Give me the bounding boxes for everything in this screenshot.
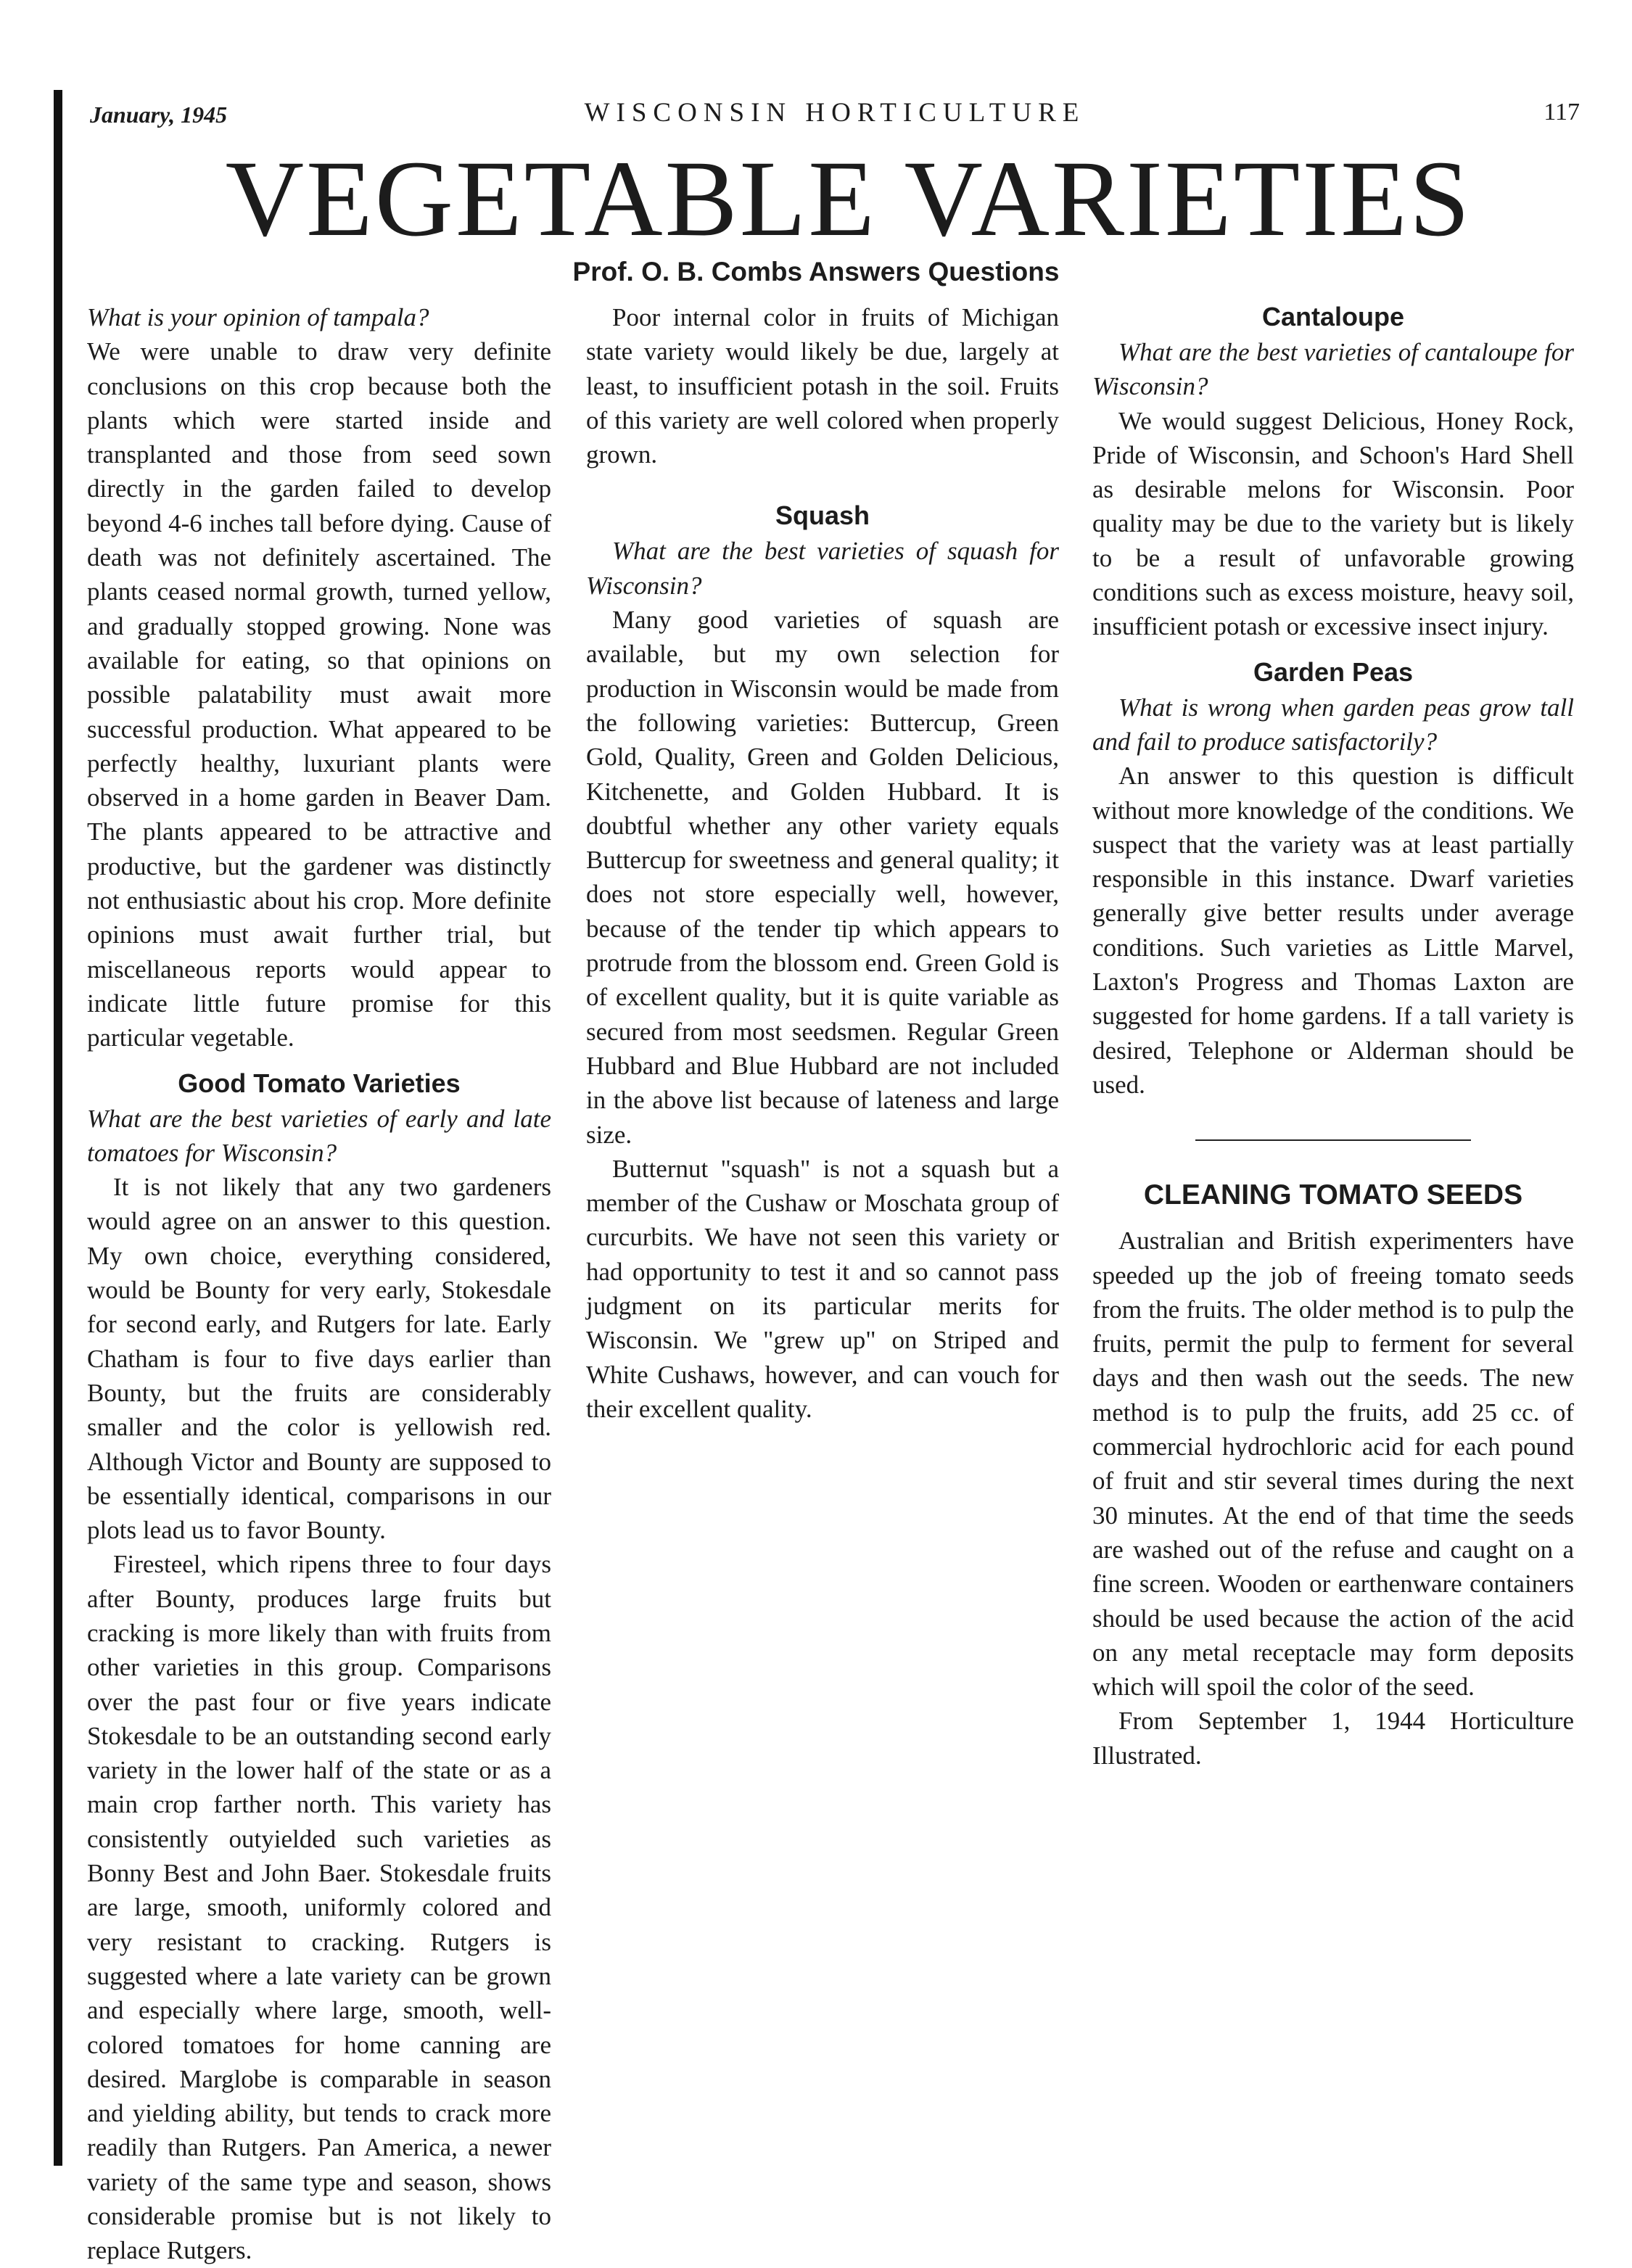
- running-header: [90, 97, 1580, 133]
- tomato-paragraph-2: Firesteel, which ripens three to four days after Bounty, produces large fruits but cracking is more likely than with fruits from other varieties in this group. Comparisons over the past four or five years indicate Stokesdale to be an outstanding second early variety in the lower half of the state or as a main crop farther north. This variety has consistently outyielded such varieties as Bonny Best and John Baer. Stokesdale fruits are large, smooth, uniformly colored and very resistant to cracking. Rutgers is suggested where a late variety can be grown and especially where large, smooth, well-colored tomatoes for home canning are desired. Marglobe is comparable in season and yielding ability, but tends to crack more readily than Rutgers. Pan America, a newer variety of the same type and season, shows considerable promise but is not likely to replace Rutgers.: [87, 1550, 551, 2265]
- cantaloupe-question: What are the best varieties of cantaloupe for Wisconsin?: [1092, 338, 1574, 401]
- seeds-body: Australian and British experimenters have speeded up the job of freeing tomato seeds from the fruits. The older method is to pulp the fruits, permit the pulp to ferment for several days and then wash out the seeds. The new method is to pulp the fruits, add 25 cc. of commercial hydrochloric acid for each pound of fruit and stir several times during the next 30 minutes. At the end of that time the seeds are washed out of the refuse and caught on a fine screen. Wooden or earthenware containers should be used because the action of the acid on any metal receptacle may form deposits which will spoil the color of the seed.: [1092, 1226, 1574, 1702]
- tomato-paragraph-1: It is not likely that any two gardeners would agree on an answer to this question. My own choice, everything considered, would be Bounty for very early, Stokesdale for second early, and Rutgers for late. Early Chatham is four to five days earlier than Bounty, but the fruits are considerably smaller and the color is yellowish red. Although Victor and Bounty are supposed to be essentially identical, comparisons in our plots lead us to favor Bounty.: [87, 1173, 551, 1545]
- squash-paragraph-2: Butternut "squash" is not a squash but a member of the Cushaw or Moschata group of curcurbits. We have not seen this variety or had opportunity to test it and so cannot pass judgment on its particular merits for Wisconsin. We "grew up" on Striped and White Cushaws, however, and can vouch for their excellent quality.: [586, 1154, 1059, 1423]
- tomato-question: What are the best varieties of early and late tomatoes for Wisconsin?: [87, 1104, 551, 1167]
- cantaloupe-answer: We would suggest Delicious, Honey Rock, Pride of Wisconsin, and Schoon's Hard Shell as desirable melons for Wisconsin. Poor quality may be due to the variety but is likely to be a result of unfavorable growing conditions such as excess moisture, heavy soil, insufficient potash or excessive insect injury.: [1092, 406, 1574, 641]
- tampala-answer: We were unable to draw very definite conclusions on this crop because both the plants which were started inside and transplanted and those from seed sown directly in the garden failed to develop beyond 4-6 inches tall before dying. Cause of death was not definitely ascertained. The plants ceased normal growth, turned yellow, and gradually stopped growing. None was available for eating, so that opinions on possible palatability must await more successful production. What appeared to be perfectly healthy, luxuriant plants were observed in a home garden in Beaver Dam. The plants appeared to be attractive and productive, but the gardener was distinctly not enthusiastic about his crop. More definite opinions must await further trial, but miscellaneous reports would appear to indicate little future promise for this particular vegetable.: [87, 337, 551, 1052]
- seeds-heading: CLEANING TOMATO SEEDS: [1143, 1179, 1523, 1211]
- journal-name: WISCONSIN HORTICULTURE: [584, 98, 1086, 128]
- article-title: VEGETABLE VARIETIES: [225, 139, 1472, 259]
- tomato-heading: Good Tomato Varieties: [178, 1068, 461, 1098]
- tampala-question: What is your opinion of tampala?: [87, 303, 429, 331]
- squash-heading: Squash: [775, 500, 870, 531]
- tomato-paragraph-3: Poor internal color in fruits of Michigan state variety would likely be due, largely at least, to insufficient potash in the soil. Fruits of this variety are well colored when properly grown.: [586, 303, 1059, 469]
- column-3: [1092, 300, 1574, 1773]
- seeds-source: From September 1, 1944 Horticulture Illustrated.: [1092, 1707, 1574, 1770]
- peas-heading: Garden Peas: [1253, 656, 1414, 687]
- squash-paragraph-1: Many good varieties of squash are available, but my own selection for production in Wisconsin would be made from the following varieties: Buttercup, Green Gold, Quality, Green and Golden Delicious, Kitchenette, and Golden Hubbard. It is doubtful whether any other variety equals Buttercup for sweetness and general quality; it does not store especially well, however, because of the tender tip which appears to protrude from the blossom end. Green Gold is of excellent quality, but it is quite variable as secured from most seedsmen. Regular Green Hubbard and Blue Hubbard are not included in the above list because of lateness and large size.: [586, 606, 1059, 1149]
- peas-answer: An answer to this question is difficult without more knowledge of the conditions. We suspect that the variety was at least partially responsible in this instance. Dwarf varieties generally give better results under average conditions. Such varieties as Little Marvel, Laxton's Progress and Thomas Laxton are suggested for home gardens. If a tall variety is desired, Telephone or Alderman should be used.: [1092, 762, 1574, 1099]
- page-edge-bar: [54, 90, 62, 2166]
- peas-question: What is wrong when garden peas grow tall and fail to produce satisfactorily?: [1092, 693, 1574, 756]
- cantaloupe-heading: Cantaloupe: [1261, 302, 1404, 331]
- column-1: [87, 300, 551, 2268]
- column-2: [586, 300, 1059, 1426]
- page-number: 117: [1544, 99, 1580, 125]
- squash-question: What are the best varieties of squash for Wisconsin?: [586, 537, 1059, 600]
- issue-date: January, 1945: [90, 102, 228, 128]
- article-byline: Prof. O. B. Combs Answers Questions: [572, 257, 1060, 286]
- section-divider: [1195, 1139, 1471, 1141]
